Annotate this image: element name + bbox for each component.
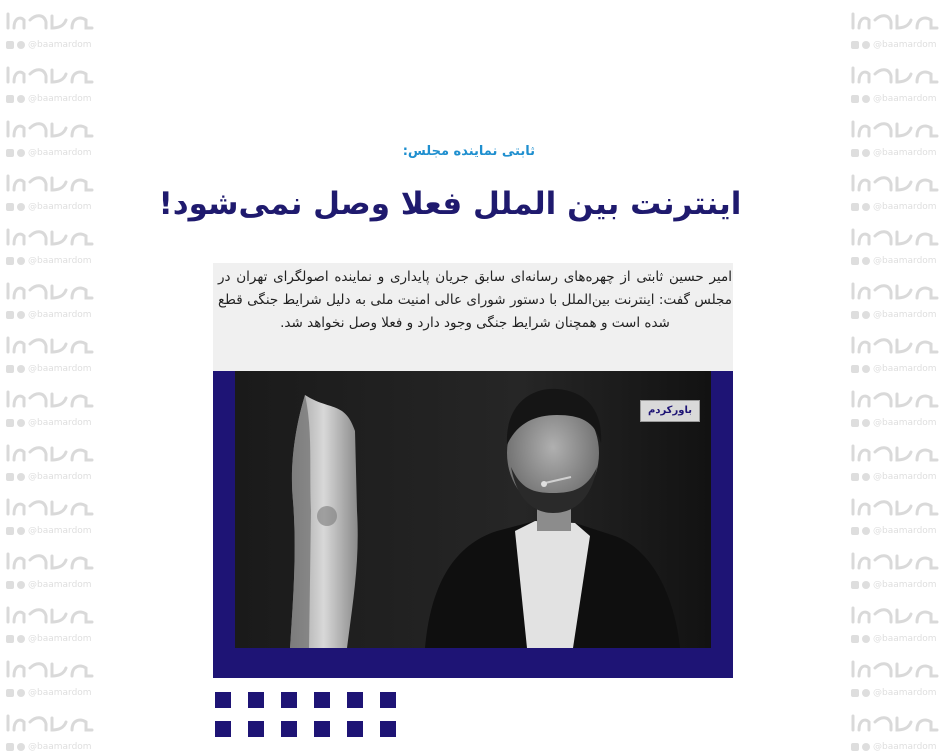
- watermark-handle: @baamardom: [873, 148, 937, 158]
- watermark-handle: @baamardom: [28, 94, 92, 104]
- watermark-handle-row: [6, 418, 92, 428]
- watermark-handle: @baamardom: [873, 418, 937, 428]
- watermark-handle-row: [6, 742, 92, 752]
- watermark-handle-row: [851, 742, 937, 752]
- watermark-handle-row: [851, 202, 937, 212]
- watermark-item: [2, 58, 98, 112]
- instagram-icon: [851, 635, 859, 643]
- telegram-icon: [862, 149, 870, 157]
- telegram-icon: [17, 149, 25, 157]
- instagram-icon: [851, 41, 859, 49]
- watermark-handle: @baamardom: [873, 472, 937, 482]
- telegram-icon: [862, 419, 870, 427]
- telegram-icon: [862, 635, 870, 643]
- watermark-handle-row: [851, 688, 937, 698]
- watermark-item: [847, 598, 943, 652]
- watermark-item: [2, 490, 98, 544]
- watermark-handle: @baamardom: [873, 256, 937, 266]
- watermark-handle-row: [851, 364, 937, 374]
- telegram-icon: [862, 365, 870, 373]
- watermark-item: [847, 544, 943, 598]
- watermark-handle-row: [6, 148, 92, 158]
- watermark-handle: @baamardom: [873, 94, 937, 104]
- subtitle: ثابتی نماینده مجلس:: [402, 144, 535, 159]
- telegram-icon: [17, 203, 25, 211]
- watermark-item: [847, 166, 943, 220]
- instagram-icon: [851, 743, 859, 751]
- watermark-item: [2, 706, 98, 756]
- watermark-handle: @baamardom: [28, 364, 92, 374]
- telegram-icon: [17, 41, 25, 49]
- watermark-handle-row: [851, 148, 937, 158]
- watermark-column-right: [847, 0, 943, 756]
- telegram-icon: [17, 635, 25, 643]
- watermark-handle: @baamardom: [873, 634, 937, 644]
- watermark-handle-row: [6, 364, 92, 374]
- decorative-squares: [213, 690, 403, 740]
- watermark-item: [2, 274, 98, 328]
- watermark-handle-row: [851, 472, 937, 482]
- telegram-icon: [862, 689, 870, 697]
- instagram-icon: [6, 473, 14, 481]
- watermark-handle-row: [6, 580, 92, 590]
- watermark-handle: @baamardom: [28, 472, 92, 482]
- telegram-icon: [862, 473, 870, 481]
- instagram-icon: [851, 203, 859, 211]
- telegram-icon: [17, 689, 25, 697]
- telegram-icon: [17, 473, 25, 481]
- watermark-item: [2, 328, 98, 382]
- instagram-icon: [6, 257, 14, 265]
- instagram-icon: [851, 581, 859, 589]
- instagram-icon: [6, 419, 14, 427]
- watermark-handle-row: [6, 202, 92, 212]
- watermark-item: [847, 58, 943, 112]
- instagram-icon: [851, 527, 859, 535]
- headline: اینترنت بین الملل فعلا وصل نمی‌شود!: [158, 186, 742, 222]
- instagram-icon: [6, 689, 14, 697]
- instagram-icon: [6, 95, 14, 103]
- telegram-icon: [862, 257, 870, 265]
- watermark-handle-row: [851, 526, 937, 536]
- watermark-handle-row: [851, 634, 937, 644]
- instagram-icon: [6, 635, 14, 643]
- watermark-item: [2, 544, 98, 598]
- watermark-item: [847, 328, 943, 382]
- watermark-item: [847, 652, 943, 706]
- telegram-icon: [17, 743, 25, 751]
- watermark-item: [847, 490, 943, 544]
- watermark-handle: @baamardom: [873, 202, 937, 212]
- watermark-handle-row: [851, 40, 937, 50]
- watermark-handle: @baamardom: [873, 364, 937, 374]
- telegram-icon: [17, 95, 25, 103]
- watermark-handle-row: [851, 418, 937, 428]
- watermark-item: [2, 166, 98, 220]
- watermark-handle-row: [6, 310, 92, 320]
- photo-logo: باورکردم: [640, 400, 700, 422]
- watermark-handle-row: [851, 310, 937, 320]
- watermark-handle: @baamardom: [28, 40, 92, 50]
- telegram-icon: [862, 581, 870, 589]
- watermark-handle: @baamardom: [28, 688, 92, 698]
- telegram-icon: [862, 203, 870, 211]
- watermark-handle: @baamardom: [873, 310, 937, 320]
- telegram-icon: [17, 527, 25, 535]
- speaker-photo: [235, 371, 711, 648]
- body-text: امیر حسین ثابتی از چهره‌های رسانه‌ای سابق جریان پایداری و نماینده اصولگرای تهران در مجلس گفت: اینترنت بین‌الملل با دستور شورای عالی امنیت ملی به دلیل شرایط جنگی قطع شده است و همچنان شرایط جنگی وجود دارد و فعلا وصل نخواهد شد.: [218, 269, 732, 331]
- watermark-item: [2, 220, 98, 274]
- instagram-icon: [851, 311, 859, 319]
- instagram-icon: [6, 581, 14, 589]
- watermark-handle: @baamardom: [28, 634, 92, 644]
- watermark-handle-row: [6, 526, 92, 536]
- watermark-item: [847, 706, 943, 756]
- watermark-handle: @baamardom: [28, 148, 92, 158]
- watermark-item: [847, 112, 943, 166]
- watermark-item: [847, 4, 943, 58]
- watermark-handle: @baamardom: [873, 742, 937, 752]
- watermark-item: [2, 4, 98, 58]
- watermark-item: [847, 220, 943, 274]
- watermark-handle: @baamardom: [28, 580, 92, 590]
- instagram-icon: [851, 365, 859, 373]
- instagram-icon: [6, 41, 14, 49]
- instagram-icon: [6, 527, 14, 535]
- telegram-icon: [862, 311, 870, 319]
- watermark-handle: @baamardom: [28, 202, 92, 212]
- watermark-handle: @baamardom: [28, 310, 92, 320]
- watermark-handle-row: [6, 688, 92, 698]
- watermark-handle-row: [6, 472, 92, 482]
- telegram-icon: [17, 311, 25, 319]
- watermark-item: [847, 436, 943, 490]
- watermark-item: [2, 382, 98, 436]
- instagram-icon: [851, 257, 859, 265]
- telegram-icon: [17, 419, 25, 427]
- watermark-handle: @baamardom: [873, 40, 937, 50]
- watermark-handle-row: [6, 256, 92, 266]
- watermark-handle: @baamardom: [28, 256, 92, 266]
- watermark-column-left: [2, 0, 98, 756]
- watermark-handle-row: [851, 94, 937, 104]
- instagram-icon: [6, 311, 14, 319]
- watermark-item: [847, 274, 943, 328]
- instagram-icon: [6, 149, 14, 157]
- telegram-icon: [862, 743, 870, 751]
- watermark-item: [2, 652, 98, 706]
- watermark-handle-row: [851, 580, 937, 590]
- telegram-icon: [17, 581, 25, 589]
- watermark-handle: @baamardom: [873, 688, 937, 698]
- instagram-icon: [6, 203, 14, 211]
- instagram-icon: [851, 689, 859, 697]
- watermark-item: [2, 436, 98, 490]
- instagram-icon: [6, 365, 14, 373]
- watermark-handle-row: [6, 634, 92, 644]
- telegram-icon: [17, 365, 25, 373]
- watermark-handle: @baamardom: [28, 742, 92, 752]
- watermark-handle: @baamardom: [28, 418, 92, 428]
- watermark-item: [2, 112, 98, 166]
- watermark-handle: @baamardom: [28, 526, 92, 536]
- telegram-icon: [17, 257, 25, 265]
- watermark-handle-row: [851, 256, 937, 266]
- instagram-icon: [6, 743, 14, 751]
- instagram-icon: [851, 95, 859, 103]
- watermark-handle: @baamardom: [873, 580, 937, 590]
- telegram-icon: [862, 41, 870, 49]
- telegram-icon: [862, 527, 870, 535]
- watermark-item: [2, 598, 98, 652]
- watermark-handle-row: [6, 94, 92, 104]
- watermark-handle-row: [6, 40, 92, 50]
- instagram-icon: [851, 419, 859, 427]
- instagram-icon: [851, 149, 859, 157]
- telegram-icon: [862, 95, 870, 103]
- instagram-icon: [851, 473, 859, 481]
- watermark-handle: @baamardom: [873, 526, 937, 536]
- watermark-item: [847, 382, 943, 436]
